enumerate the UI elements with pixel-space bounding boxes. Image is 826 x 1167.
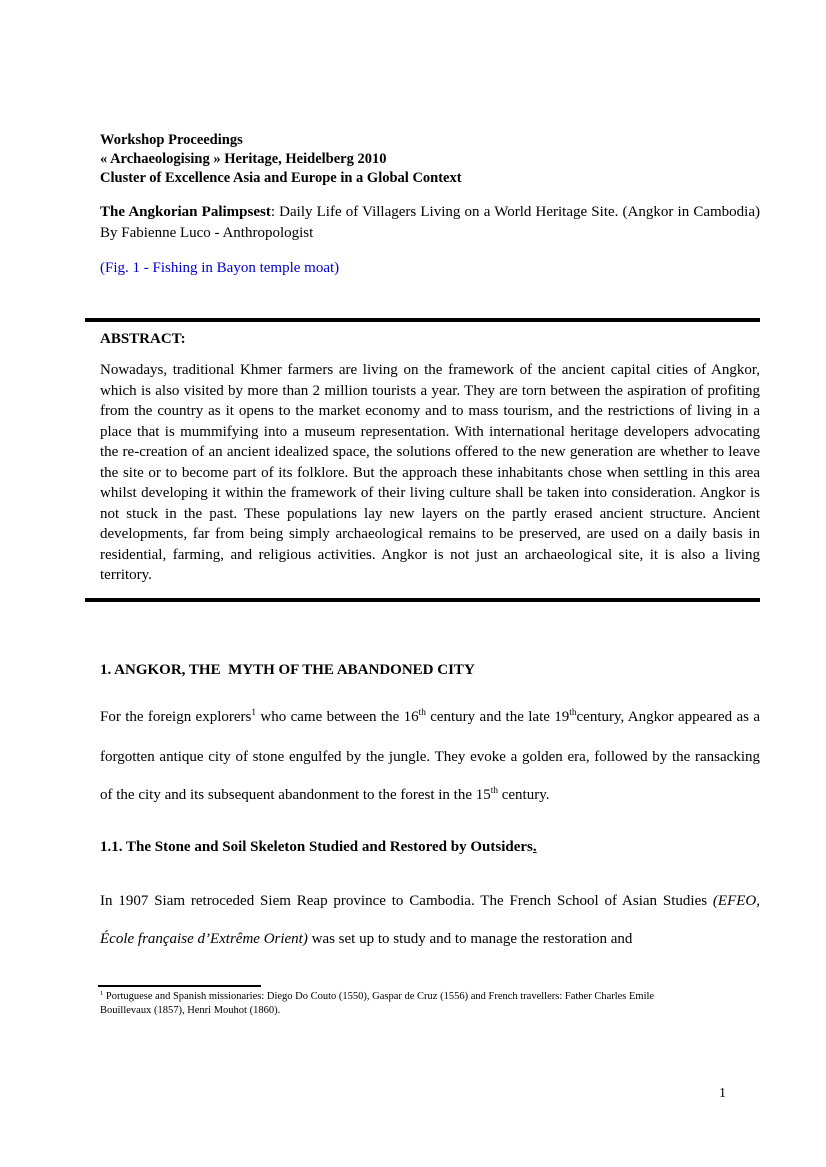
page-content — [100, 131, 760, 1017]
header-line-proceedings: Workshop Proceedings — [100, 132, 243, 148]
section-1-paragraph: For the foreign explorers$^1$ who came between the 16th century and the late 19thcentury, Angkor appeared as a forgotten antique city of stone engulfed by the jungle. They evoke a golden era, followed by the ransacking of the city and its subsequent abandonment to the forest in the 15th century. — [100, 708, 760, 803]
header-line-cluster: Cluster of Excellence Asia and Europe in a Global Context — [100, 170, 462, 186]
section-1-heading: 1. ANGKOR, THE MYTH OF THE ABANDONED CITY — [100, 661, 475, 678]
horizontal-rule-top — [85, 318, 760, 322]
document-header — [100, 131, 760, 188]
abstract-body: Nowadays, traditional Khmer farmers are living on the framework of the ancient capital cities of Angkor, which is also visited by more than 2 million tourists a year. They are torn between the aspiration of profiting from the country as it opens to the market economy and to mass tourism, and the restrictions of living in a place that is mummifying into a museum representation. With international heritage developers advocating the re-creation of an ancient idealized space, the solutions offered to the new generation are whether to leave the site or to become part of its folklore. But the approach these inhabitants chose when settling in this area whilst developing it within the framework of their living culture shall be taken into consideration. Angkor is not stuck in the past. These populations lay new layers on the partly erased ancient structure. Ancient developments, far from being simply archaeological remains to be preserved, are used on a daily basis in residential, farming, and religious activities. Angkor is not just an archaeological site, it is also a living territory. — [100, 362, 760, 583]
header-line-workshop-title: « Archaeologising » Heritage, Heidelberg 2010 — [100, 151, 387, 167]
footnote-separator — [98, 985, 261, 987]
horizontal-rule-bottom — [85, 598, 760, 602]
paper-title: The Angkorian Palimpsest: Daily Life of Villagers Living on a World Heritage Site. (Angkor in Cambodia) By Fabienne Luco - Anthropologist — [100, 204, 760, 241]
page-number: 1 — [719, 1086, 726, 1101]
section-1-1-paragraph: In 1907 Siam retroceded Siem Reap province to Cambodia. The French School of Asian Studies (EFEO, École française d’Extrême Orient) was set up to study and to manage the restoration and — [100, 892, 760, 947]
footnote-text: $^1$ Portuguese and Spanish missionaries: Diego Do Couto (1550), Gaspar de Cruz (1556) and French travellers: Father Charles Emile Bouillevaux (1857), Henri Mouhot (1860). — [100, 989, 655, 1016]
section-1-1-heading: 1.1. The Stone and Soil Skeleton Studied and Restored by Outsiders. — [100, 838, 537, 855]
figure-caption-link[interactable]: (Fig. 1 - Fishing in Bayon temple moat) — [100, 260, 340, 276]
abstract-heading: ABSTRACT: — [100, 331, 186, 347]
